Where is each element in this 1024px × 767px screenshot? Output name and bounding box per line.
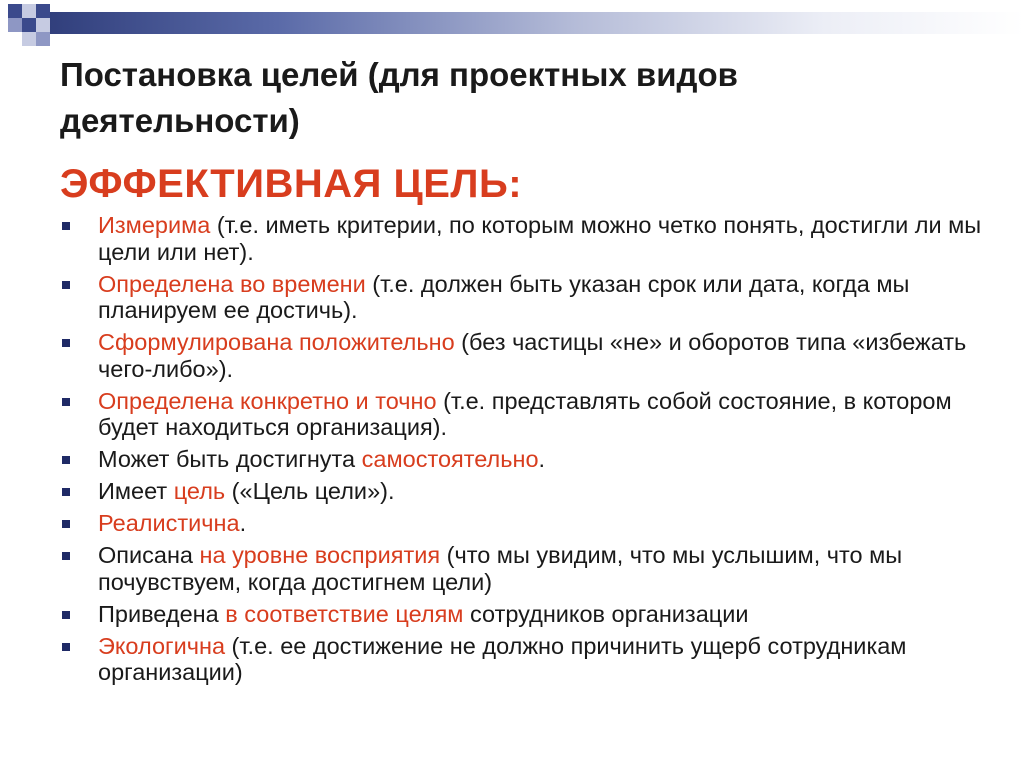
- list-item: [60, 478, 1000, 505]
- square-bullet-icon: [62, 488, 70, 496]
- square-bullet-icon: [62, 222, 70, 230]
- square-bullet-icon: [62, 456, 70, 464]
- square-bullet-icon: [62, 643, 70, 651]
- square-bullet-icon: [62, 281, 70, 289]
- list-item: [60, 329, 1000, 382]
- item-text-highlight: на уровне восприятия: [199, 542, 441, 568]
- decor-square: [36, 4, 50, 18]
- item-text-highlight: Измерима: [98, 212, 211, 238]
- square-bullet-icon: [62, 339, 70, 347]
- item-text-suffix: сотрудников организации: [463, 600, 749, 627]
- item-text-highlight: цель: [173, 478, 226, 504]
- list-item: [60, 388, 1000, 441]
- decor-square: [36, 32, 50, 46]
- item-text-suffix: (что мы увидим, что мы услышим, что мы почувствуем, когда достигнем цели): [98, 542, 903, 595]
- header-gradient-bar: [28, 12, 1024, 34]
- item-text-prefix: Имеет: [98, 478, 174, 504]
- list-item: [60, 446, 1000, 473]
- decor-square: [22, 4, 36, 18]
- item-text-highlight: самостоятельно: [361, 446, 539, 472]
- decor-square: [22, 32, 36, 46]
- item-text-suffix: (т.е. должен быть указан срок или дата, когда мы планируем ее достичь).: [98, 270, 910, 323]
- item-text-highlight: Реалистична: [98, 510, 240, 536]
- item-text-highlight: в соответствие целям: [225, 600, 464, 627]
- item-text-highlight: Определена конкретно и точно: [98, 387, 437, 414]
- item-text-prefix: Приведена: [98, 600, 226, 627]
- square-bullet-icon: [62, 398, 70, 406]
- list-item: [60, 601, 1000, 628]
- square-bullet-icon: [62, 552, 70, 560]
- item-text-suffix: .: [538, 446, 546, 472]
- item-text-suffix: («Цель цели»).: [225, 478, 395, 504]
- item-text-prefix: Описана: [98, 542, 200, 568]
- item-text-prefix: Может быть достигнута: [98, 446, 362, 472]
- decor-square: [8, 4, 22, 18]
- decor-square: [36, 18, 50, 32]
- list-item: [60, 212, 1000, 265]
- decor-square: [8, 18, 22, 32]
- item-text-highlight: Экологична: [98, 632, 226, 659]
- item-text-suffix: (т.е. представлять собой состояние, в котором будет находиться организация).: [98, 387, 952, 440]
- list-item: [60, 510, 1000, 537]
- item-text-suffix: (т.е. иметь критерии, по которым можно четко понять, достигли ли мы цели или нет).: [98, 212, 982, 265]
- list-item: [60, 271, 1000, 324]
- item-text-highlight: Определена во времени: [98, 270, 366, 297]
- list-item: [60, 633, 1000, 686]
- item-text-suffix: (без частицы «не» и оборотов типа «избежать чего-либо»).: [98, 329, 967, 382]
- list-item: [60, 542, 1000, 595]
- slide-title: Постановка целей (для проектных видов деятельности): [60, 56, 738, 139]
- slide-subtitle: ЭФФЕКТИВНАЯ ЦЕЛЬ:: [60, 162, 523, 206]
- square-bullet-icon: [62, 520, 70, 528]
- decor-square: [22, 18, 36, 32]
- criteria-list: [60, 212, 1000, 691]
- item-text-suffix: (т.е. ее достижение не должно причинить ущерб сотрудникам организации): [98, 632, 907, 685]
- square-bullet-icon: [62, 611, 70, 619]
- item-text-highlight: Сформулирована положительно: [98, 329, 455, 355]
- item-text-suffix: .: [239, 510, 247, 536]
